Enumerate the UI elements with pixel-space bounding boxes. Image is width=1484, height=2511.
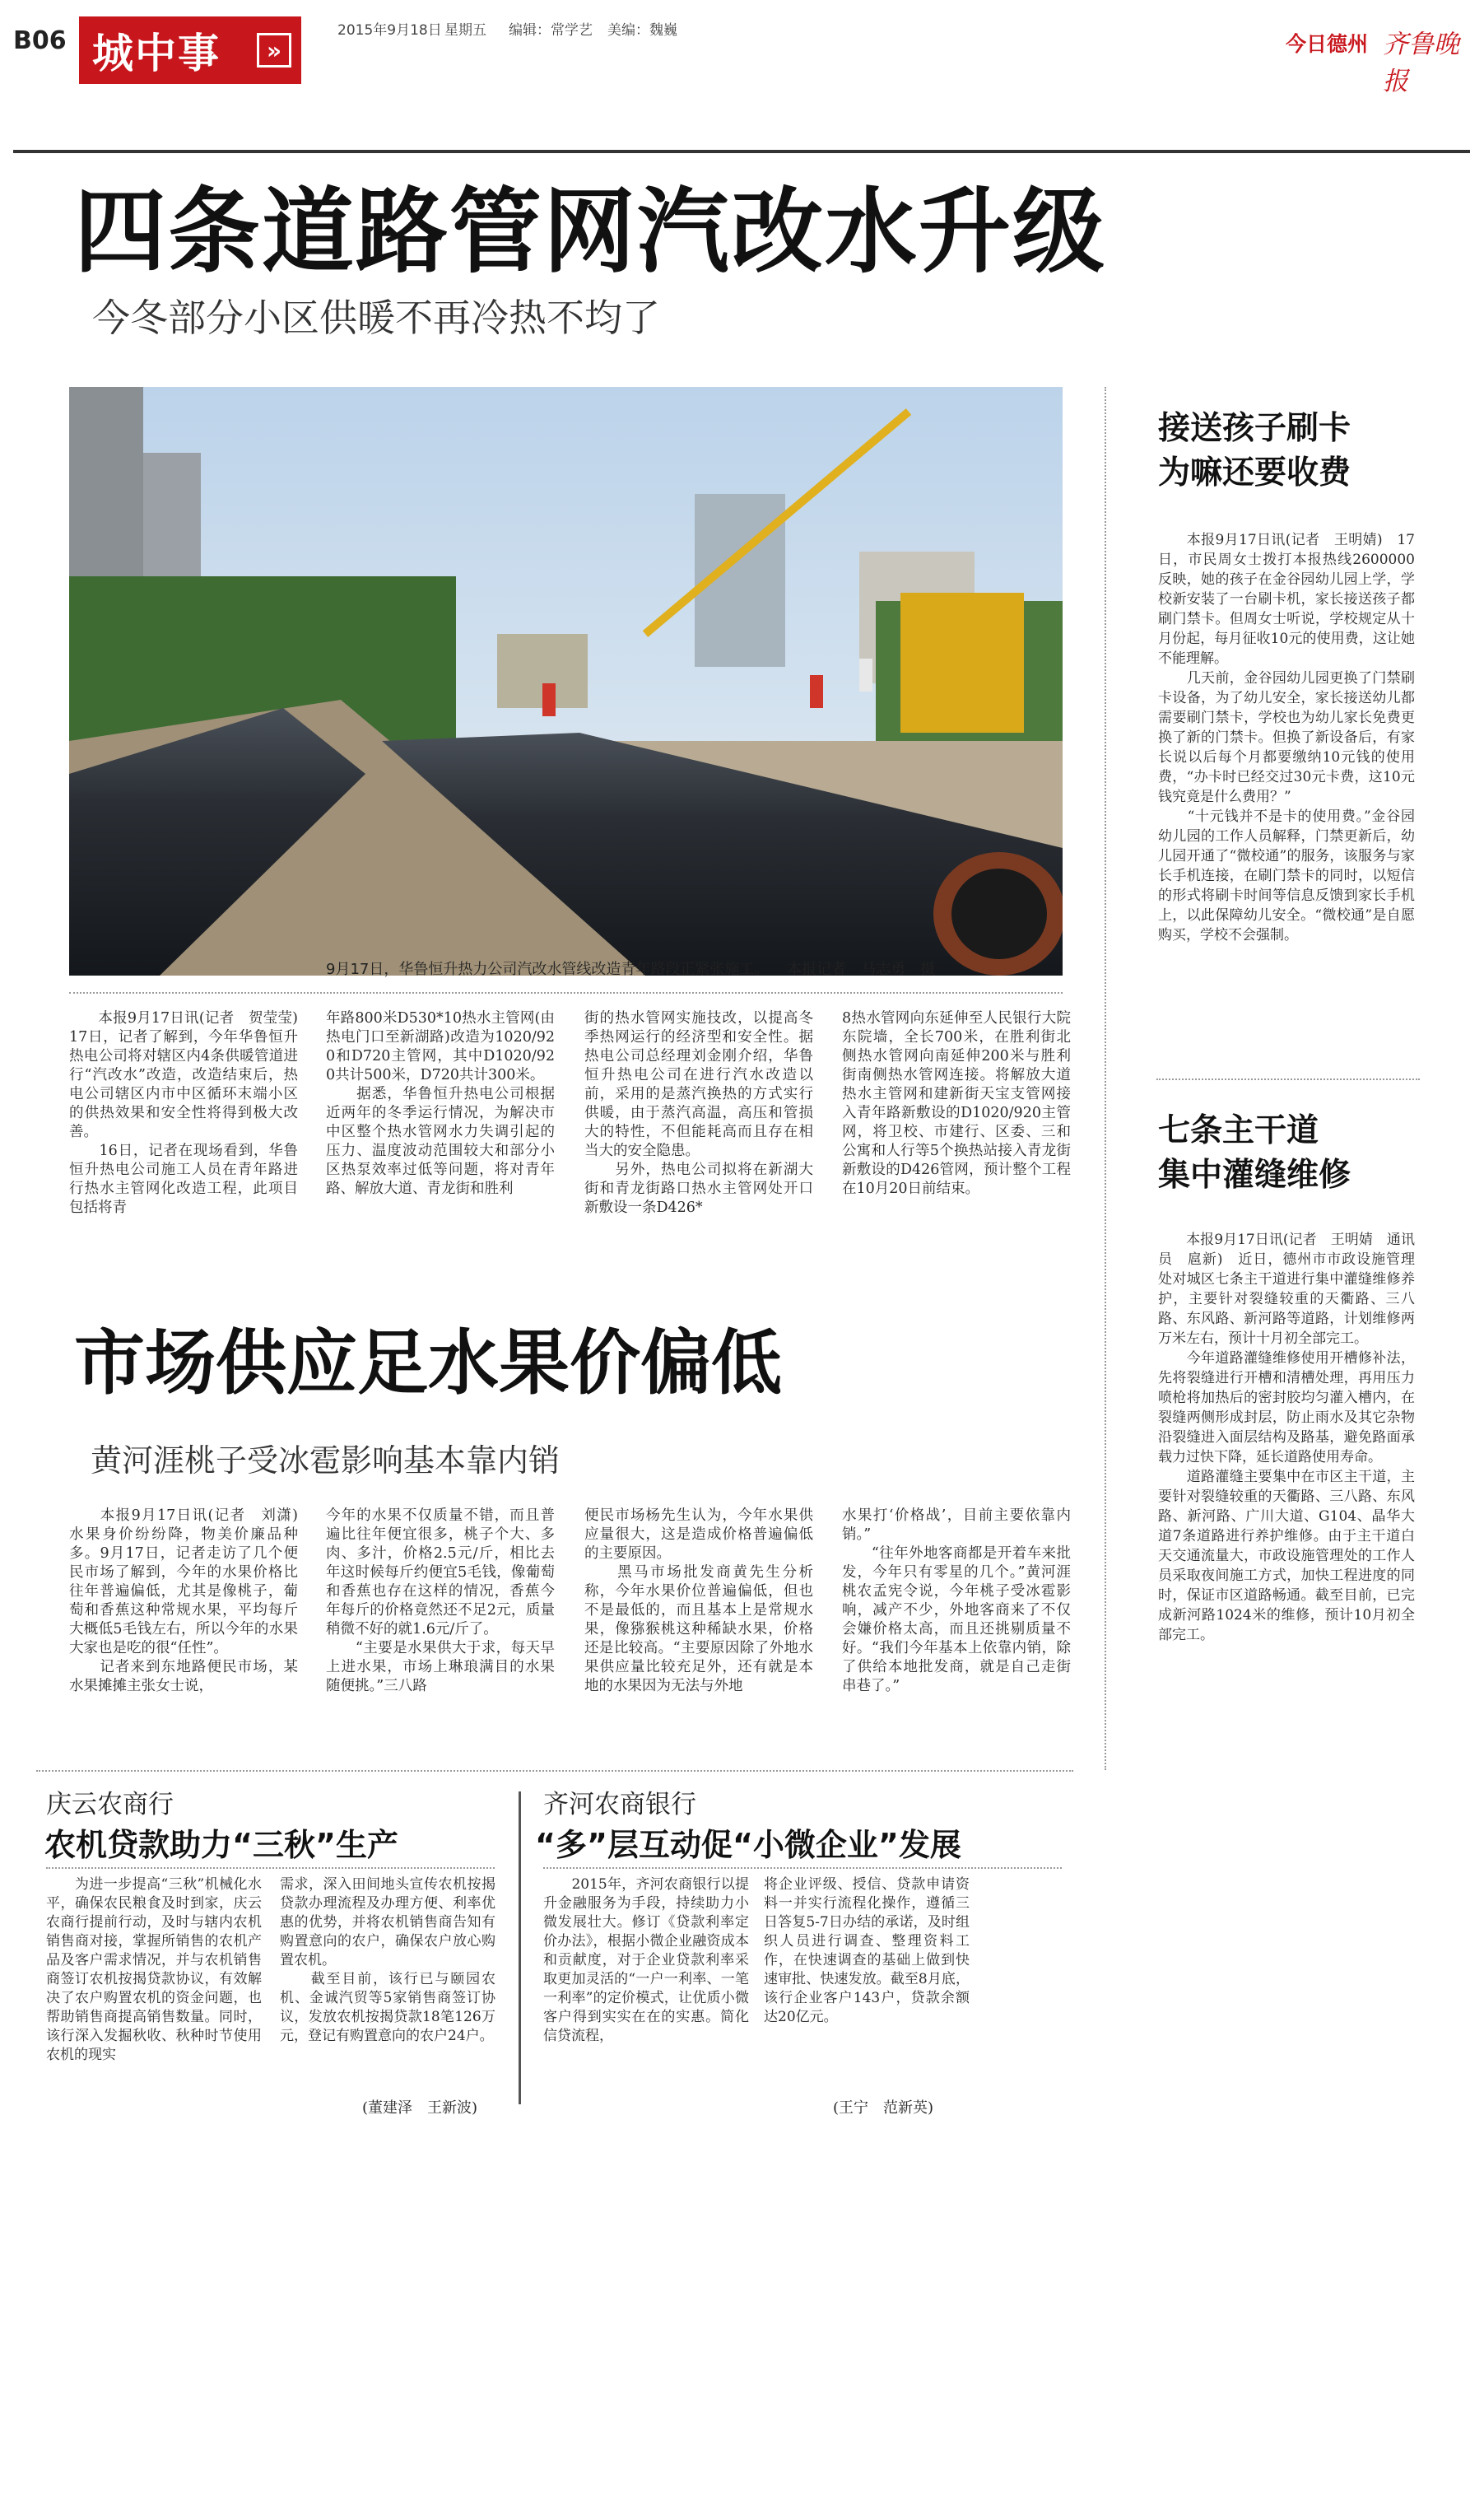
ad1-credit: (董建泽 王新波) <box>362 2099 478 2117</box>
side1-headline <box>1158 407 1454 496</box>
ad1-rule <box>46 1867 495 1869</box>
ad2-headline: “多”层互动促“小微企业”发展 <box>535 1827 961 1863</box>
caption-rule <box>69 992 1063 994</box>
lead-body-col-3: 街的热水管网实施技改，以提高冬季热网运行的经济型和安全性。据热电公司总经理刘金刚介绍，华鲁恒升热电公司在进行汽水改造以前，采用的是蒸汽换热的方式实行供暖，由于蒸汽高温，高压和管损大的特性，不但能耗高而且存在相当大的安全隐患。 另外，热电公司拟将在新湖大街和青龙街路口热水主管网处开口新敷设一条D426* <box>584 1010 813 1216</box>
fruit-subheadline: 黄河涯桃子受冰雹影响基本靠内销 <box>91 1442 561 1479</box>
ads-divider <box>519 1791 521 2104</box>
masthead-logo: 齐鲁晚报 <box>1383 30 1459 96</box>
lead-body-col-1: 本报9月17日讯(记者 贺莹莹) 17日，记者了解到，今年华鲁恒升热电公司将对辖区内4条供暖管道进行“汽改水”改造，改造结束后，热电公司辖区内市中区循环末端小区的供热效果和安全性将得到极大改善。 16日，记者在现场看到，华鲁恒升热电公司施工人员在青年路进行热水主管网化改造工程，此项目包括将青 <box>69 1010 298 1216</box>
side-mid-rule <box>1156 1078 1420 1080</box>
ad1-body-col-2: 需求，深入田间地头宣传农机按揭贷款办理流程及办理方便、利率优惠的优势，并将农机销售商告知有购置意向的农户，确保农户放心购置农机。 截至目前，该行已与颐园农机、金诚汽贸等5家销售商签订协议，发放农机按揭贷款18笔126万元，登记有购置意向的农户24户。 <box>280 1876 495 2044</box>
caption-text: 9月17日，华鲁恒升热力公司汽改水管线改造青年路段正紧张施工。 <box>326 961 770 978</box>
side1-headline-line2: 为嘛还要收费 <box>1158 454 1351 491</box>
photo-caption <box>326 957 935 979</box>
ad2-org: 齐河农商银行 <box>543 1790 696 1819</box>
column-name: 今日德州 <box>1286 32 1369 56</box>
ad2-body-col-1: 2015年，齐河农商银行以提升金融服务为手段，持续助力小微发展壮大。修订《贷款利率定价办法》，根据小微企业融资成本和贡献度，对于企业贷款利率采取更加灵活的“一户一利率、一笔一利率”的定价模式，让优质小微客户得到实实在在的实惠。简化信贷流程， <box>543 1876 749 2044</box>
lead-headline: 四条道路管网汽改水升级 <box>74 179 1106 286</box>
editor-credit: 编辑：常学艺 <box>509 22 593 39</box>
ad2-body-col-2: 将企业评级、授信、贷款申请资料一并实行流程化操作，遵循三日答复5-7日办结的承诺，及时组织人员进行调查、整理资料工作，在快速调查的基础上做到快速审批、快速发放。截至8月底，该行企业客户143户，贷款余额达20亿元。 <box>764 1876 970 2025</box>
lead-body-col-2: 年路800米D530*10热水主管网(由热电门口至新湖路)改造为1020/920和D720主管网，其中D1020/920共计500米，D720共计300米。 据悉，华鲁恒升热电公司根据近两年的冬季运行情况，为解决市中区整个热水管网水力失调引起的压力、温度波动范围较大和部分小区热泵效率过低等问题，将对青年路、解放大道、青龙街和胜利 <box>326 1010 555 1197</box>
sidebar-divider <box>1105 387 1106 1770</box>
fruit-body-col-3: 便民市场杨先生认为，今年水果供应量很大，这是造成价格普遍偏低的主要原因。 黑马市场批发商黄先生分析称，今年水果价位普遍偏低，但也不是最低的，而且基本上是常规水果，像猕猴桃这种稀缺水果，价格还是比较高。“主要原因除了外地水果供应量比较充足外，还有就是本地的水果因为无法与外地 <box>584 1507 813 1694</box>
lead-body-col-4: 8热水管网向东延伸至人民银行大院东院墙，全长700米，在胜利街北侧热水管网向南延伸200米与胜利街南侧热水管网连接。将解放大道热水主管网和建新街天宝支管网接入青年路新敷设的D1020/920主管网，将卫校、市建行、区委、三和公寓和人行等5个换热站接入青龙街新敷设的D426管网，预计整个工程在10月20日前结束。 <box>842 1010 1071 1197</box>
fruit-headline: 市场供应足水果价偏低 <box>74 1322 782 1405</box>
side2-headline-line1: 七条主干道 <box>1158 1112 1319 1149</box>
section-banner <box>79 16 301 84</box>
ad1-body-col-1: 为进一步提高“三秋”机械化水平，确保农民粮食及时到家，庆云农商行提前行动，及时与辖内农机销售商对接，掌握所销售的农机产品及客户需求情况，并与农机销售商签订农机按揭贷款协议，有效解决了农户购置农机的资金问题，也帮助销售商提高销售数量。同时，该行深入发掘秋收、秋种时节使用农机的现实 <box>46 1876 262 2063</box>
fruit-body-col-2: 今年的水果不仅质量不错，而且普遍比往年便宜很多，桃子个大、多肉、多汁，价格2.5元/斤，相比去年这时候每斤约便宜5毛钱，像葡萄和香蕉也存在这样的情况，香蕉今年每斤的价格竟然还不足2元，质量稍微不好的就1.6元/斤了。 “主要是水果供大于求，每天早上进水果，市场上琳琅满目的水果随便挑。”三八路 <box>326 1507 555 1694</box>
lead-subheadline: 今冬部分小区供暖不再冷热不均了 <box>92 296 660 340</box>
photo-credit: 本报记者 马志勇 摄 <box>787 961 936 978</box>
page-number: B06 <box>13 26 67 55</box>
header-rule <box>13 150 1470 153</box>
side1-headline-line1: 接送孩子刷卡 <box>1158 410 1351 447</box>
side2-headline <box>1158 1109 1454 1198</box>
side2-body: 本报9月17日讯(记者 王明婧 通讯员 扈新) 近日，德州市市政设施管理处对城区七条主干道进行集中灌缝维修养护，主要针对裂缝较重的天衢路、三八路、东风路、新河路等道路，计划维修两万米左右，预计十月初全部完工。 今年道路灌缝维修使用开槽修补法，先将裂缝进行开槽和清槽处理，再用压力喷枪将加热后的密封胶均匀灌入槽内，在裂缝两侧形成封层，防止雨水及其它杂物沿裂缝进入面层结构及路基，避免路面承载力过快下降，延长道路使用寿命。 道路灌缝主要集中在市区主干道，主要针对裂缝较重的天衢路、三八路、东风路、新河路、广川大道、G104、晶华大道7条道路进行养护维修。由于主干道白天交通流量大，市政设施管理处的工作人员采取夜间施工方式，加快工程进度的同时，保证市区道路畅通。截至目前，已完成新河路1024米的维修，预计10月初全部完工。 <box>1158 1232 1415 1643</box>
lead-photo <box>69 387 1063 976</box>
ad1-org: 庆云农商行 <box>46 1790 174 1819</box>
fruit-body-col-4: 水果打‘价格战’，目前主要依靠内销。” “往年外地客商都是开着车来批发，今年只有零星的几个。”黄河涯桃农孟宪令说，今年桃子受冰雹影响，减产不少，外地客商来了不仅会嫌价格太高，而且还挑剔质量不好。“我们今年基本上依靠内销，除了供给本地批发商，就是自己走街串巷了。” <box>842 1507 1071 1694</box>
side1-body: 本报9月17日讯(记者 王明婧) 17日，市民周女士拨打本报热线2600000反映，她的孩子在金谷园幼儿园上学，学校新安装了一台刷卡机，家长接送孩子都刷门禁卡。但周女士听说，学校规定从十月份起，每月征收10元的使用费，这让她不能理解。 几天前，金谷园幼儿园更换了门禁刷卡设备，为了幼儿安全，家长接送幼儿都需要刷门禁卡，学校也为幼儿家长免费更换了新的门禁卡。但换了新设备后，有家长说以后每个月都要缴纳10元钱的使用费，“办卡时已经交过30元卡费，这10元钱究竟是什么费用？” “十元钱并不是卡的使用费。”金谷园幼儿园的工作人员解释，门禁更新后，幼儿园开通了“微校通”的服务，该服务与家长手机连接，在刷门禁卡的同时，以短信的形式将刷卡时间等信息反馈到家长手机上，以此保障幼儿安全。“微校通”是自愿购买，学校不会强制。 <box>1158 532 1415 943</box>
designer-credit: 美编：魏巍 <box>607 22 677 39</box>
ad2-credit: (王宁 范新英) <box>833 2099 934 2117</box>
ad2-rule <box>543 1867 1062 1869</box>
fruit-body-col-1: 本报9月17日讯(记者 刘潇) 水果身价纷纷降，物美价廉品种多。9月17日，记者走访了几个便民市场了解到，今年的水果价格比往年普遍偏低，尤其是像桃子，葡萄和香蕉这种常规水果，平均每斤大概低5毛钱左右，所以今年的水果大家也是吃的很“任性”。 记者来到东地路便民市场，某水果摊摊主张女士说， <box>69 1507 298 1694</box>
fruit-bottom-rule <box>36 1770 1073 1772</box>
issue-date: 2015年9月18日 <box>337 22 442 39</box>
chevron-right-icon: » <box>257 33 291 68</box>
section-name: 城中事 <box>92 30 221 77</box>
side2-headline-line2: 集中灌缝维修 <box>1158 1157 1351 1194</box>
ad1-headline: 农机贷款助力“三秋”生产 <box>44 1827 398 1863</box>
issue-weekday: 星期五 <box>444 22 486 39</box>
